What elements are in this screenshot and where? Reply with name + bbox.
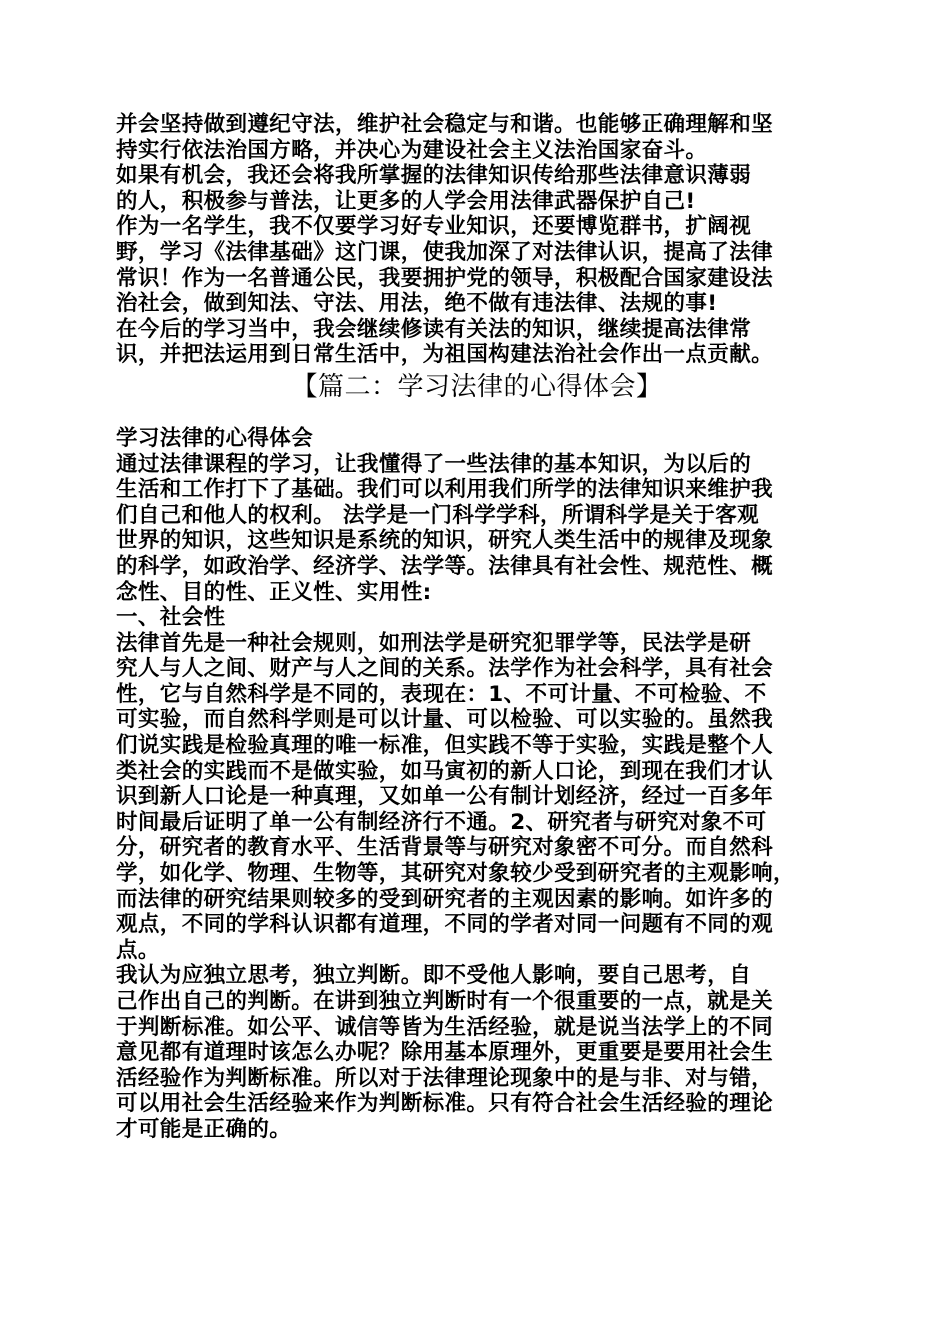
- text-line: 时间最后证明了单一公有制经济行不通。2、研究者与研究对象不可: [116, 809, 767, 835]
- section-heading: 【篇二：学习法律的心得体会】: [291, 371, 663, 402]
- text-line: 己作出自己的判断。在讲到独立判断时有一个很重要的一点，就是关: [116, 989, 774, 1014]
- subheading-line: 一、社会性: [116, 605, 226, 631]
- document-page: [116, 112, 838, 1143]
- text-line: 分，研究者的教育水平、生活背景等与研究对象密不可分。而自然科: [116, 835, 774, 861]
- text-line: 法律首先是一种社会规则，如刑法学是研究犯罪学等，民法学是研: [116, 630, 752, 656]
- text-line: 点。: [116, 937, 160, 963]
- text-line: 活经验作为判断标准。所以对于法律理论现象中的是与非、对与错，: [116, 1065, 774, 1091]
- text-line: 类社会的实践而不是做实验，如马寅初的新人口论，到现在我们才认: [116, 758, 774, 784]
- text-line: 通过法律课程的学习，让我懂得了一些法律的基本知识，为以后的: [116, 451, 752, 477]
- text-line: 观点，不同的学科认识都有道理，不同的学者对同一问题有不同的观: [116, 912, 774, 938]
- text-line: 而法律的研究结果则较多的受到研究者的主观因素的影响。如许多的: [116, 886, 774, 912]
- text-line: 可实验，而自然科学则是可以计量、可以检验、可以实验的。虽然我: [116, 707, 774, 733]
- text-line: 性，它与自然科学是不同的，表现在：1、不可计量、不可检验、不: [116, 681, 767, 707]
- text-line: 识，并把法运用到日常生活中，为祖国构建法治社会作出一点贡献。: [116, 342, 774, 368]
- text-line: 们说实践是检验真理的唯一标准，但实践不等于实验，实践是整个人: [116, 733, 774, 759]
- text-line: 念性、目的性、正义性、实用性:: [116, 579, 432, 605]
- text-line: 持实行依法治国方略，并决心为建设社会主义法治国家奋斗。: [116, 137, 708, 163]
- text-line: 野，学习《法律基础》这门课，使我加深了对法律认识，提高了法律: [116, 239, 774, 265]
- text-line: 世界的知识，这些知识是系统的知识，研究人类生活中的规律及现象: [116, 528, 774, 554]
- subheading-line: 学习法律的心得体会: [116, 425, 314, 451]
- text-line: 并会坚持做到遵纪守法，维护社会稳定与和谐。也能够正确理解和坚: [116, 112, 774, 137]
- intro-text: [116, 112, 838, 368]
- text-line: 的科学，如政治学、经济学、法学等。法律具有社会性、规范性、概: [116, 553, 774, 579]
- text-line: 识到新人口论是一种真理，又如单一公有制计划经济，经过一百多年: [116, 784, 774, 810]
- text-line: 在今后的学习当中，我会继续修读有关法的知识，继续提高法律常: [116, 316, 752, 342]
- text-line: 才可能是正确的。: [116, 1116, 292, 1142]
- text-line: 意见都有道理时该怎么办呢？除用基本原理外，更重要是要用社会生: [116, 1040, 774, 1066]
- text-line: 可以用社会生活经验来作为判断标准。只有符合社会生活经验的理论: [116, 1091, 774, 1117]
- text-line: 究人与人之间、财产与人之间的关系。法学作为社会科学，具有社会: [116, 656, 774, 682]
- text-line: 于判断标准。如公平、诚信等皆为生活经验，就是说当法学上的不同: [116, 1014, 774, 1040]
- text-line: 学，如化学、物理、生物等，其研究对象较少受到研究者的主观影响，: [116, 861, 795, 887]
- body-text: [116, 426, 838, 1143]
- text-line: 治社会，做到知法、守法、用法，绝不做有违法律、法规的事!: [116, 291, 718, 317]
- text-line: 们自己和他人的权利。 法学是一门科学学科，所谓科学是关于客观: [116, 502, 759, 528]
- text-line: 如果有机会，我还会将我所掌握的法律知识传给那些法律意识薄弱: [116, 163, 752, 189]
- text-line: 常识！作为一名普通公民，我要拥护党的领导，积极配合国家建设法: [116, 265, 774, 291]
- text-line: 作为一名学生，我不仅要学习好专业知识，还要博览群书，扩阔视: [116, 214, 752, 240]
- text-line: 我认为应独立思考，独立判断。即不受他人影响，要自己思考，自: [116, 963, 752, 989]
- text-line: 的人，积极参与普法，让更多的人学会用法律武器保护自己!: [116, 188, 696, 214]
- text-line: 生活和工作打下了基础。我们可以利用我们所学的法律知识来维护我: [116, 477, 774, 503]
